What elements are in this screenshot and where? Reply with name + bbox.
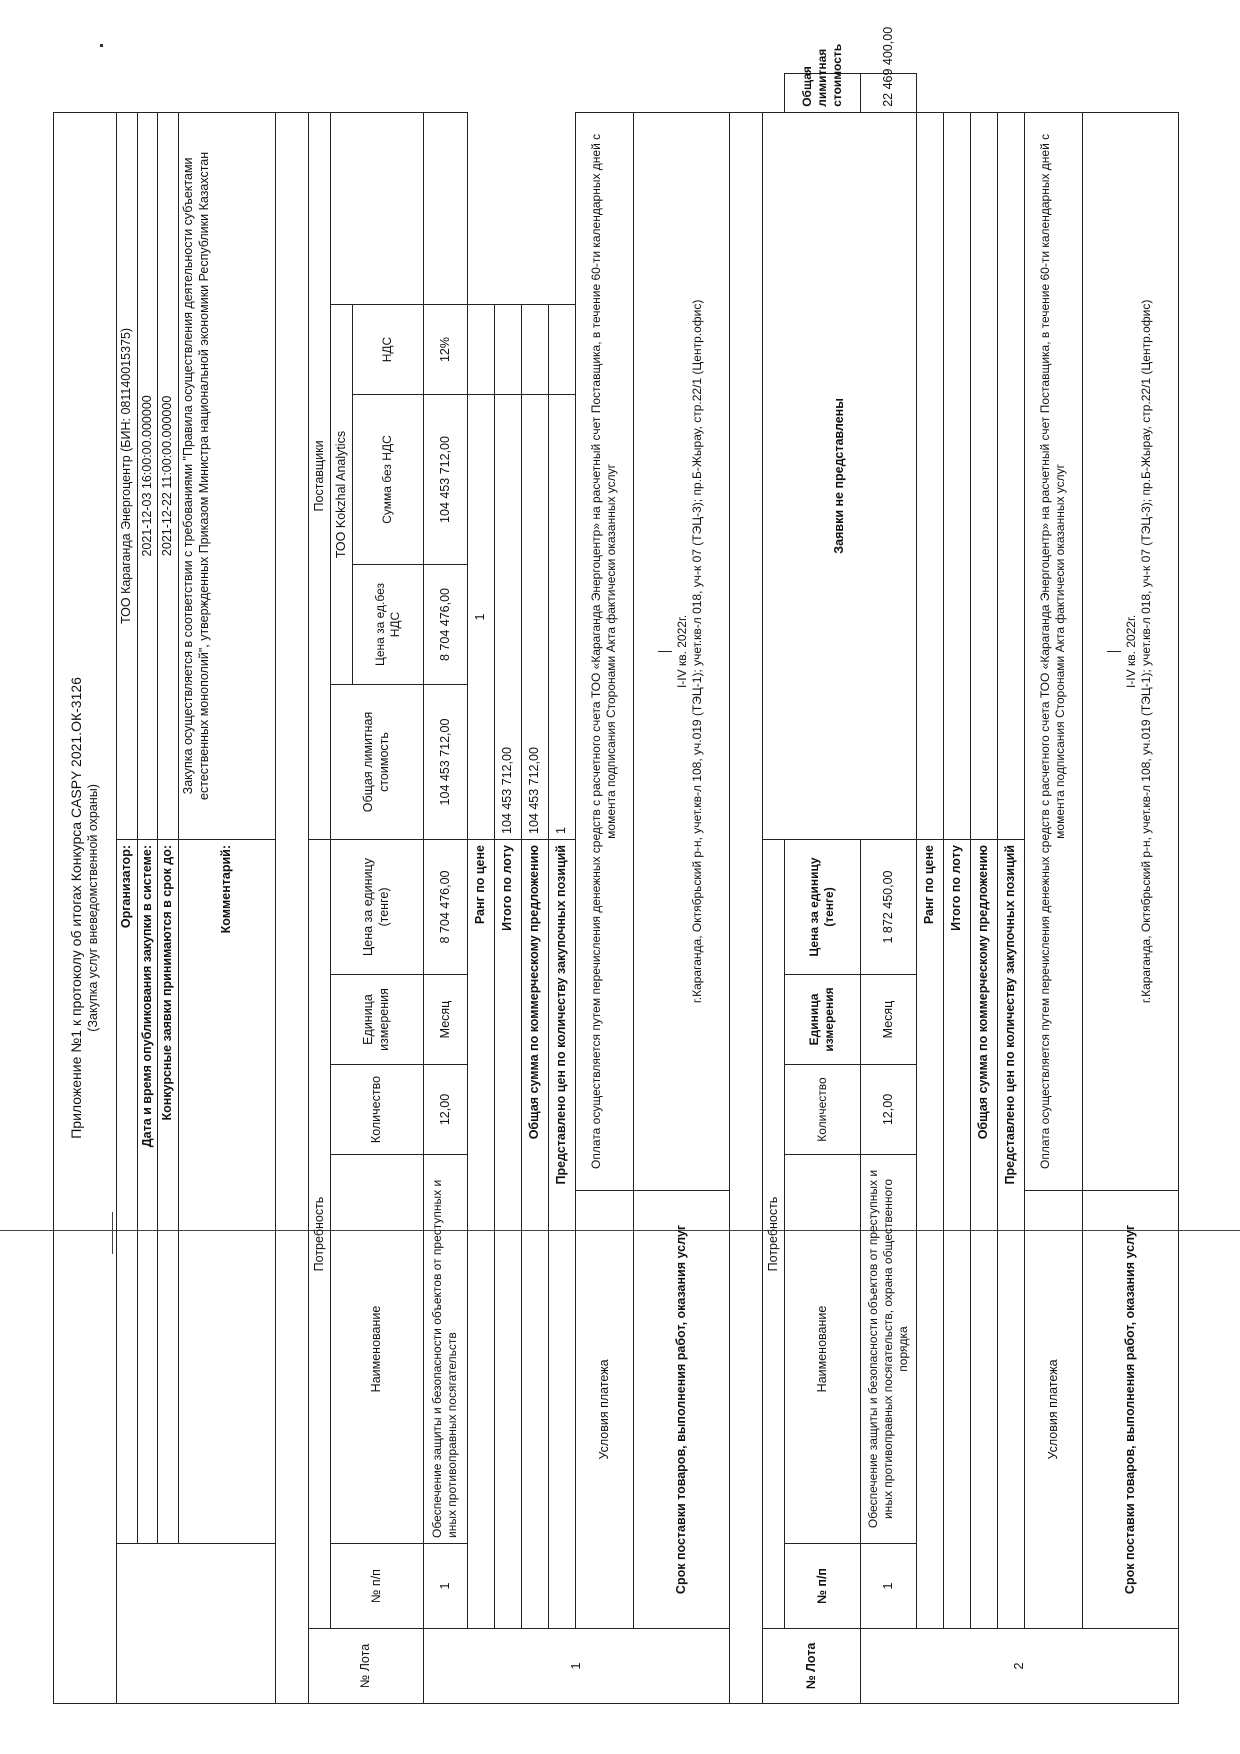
lot1-delivery-row — [633, 74, 729, 1704]
payment-label: Условия платежа — [575, 1191, 633, 1629]
spacer-2 — [729, 112, 762, 1703]
lot2-delivery-mark — [1107, 651, 1121, 652]
lot2-name-header: Наименование — [784, 1155, 860, 1544]
lot2-need-header: Потребность — [762, 840, 784, 1629]
lot2-item-number-header: № п/п — [784, 1544, 860, 1629]
lot-total-blank — [494, 305, 521, 395]
rank-value: 1 — [467, 395, 494, 840]
spacer — [275, 112, 308, 1703]
lot2-commercial-row — [970, 74, 997, 1704]
delivery-period: I-IV кв. 2022г. — [674, 614, 689, 689]
item-number: 1 — [423, 1544, 467, 1629]
lot2-delivery-address: г.Караганда, Октябрьский р-н, учет.кв-л 108, уч.019 (ТЭЦ-1); учет.кв-л 018, уч-к 07 (ТЭЦ-3); пр.Б-Жырау, стр.22/1 (Центр.офис) — [1138, 299, 1153, 1004]
lot1-positions-row — [548, 74, 575, 1704]
lot1-commercial-row — [521, 74, 548, 1704]
unit-header: Единица измерения — [330, 975, 423, 1065]
lot2-header-row-1 — [762, 74, 784, 1704]
lot-number: 1 — [423, 1629, 729, 1704]
organizer-row — [117, 74, 138, 1704]
lot2-positions-row — [997, 74, 1024, 1704]
lot2-rank-blank — [916, 112, 943, 839]
delivery-address: г.Караганда, Октябрьский р-н, учет.кв-л 108, уч.019 (ТЭЦ-1); учет.кв-л 018, уч-к 07 (ТЭЦ-3); пр.Б-Жырау, стр.22/1 (Центр.офис) — [689, 299, 704, 1004]
lot2-item-price-unit: 1 872 450,00 — [860, 840, 916, 975]
lot1-rank-row — [467, 74, 494, 1704]
scan-speck — [100, 44, 103, 47]
lot2-total-limit-header: Общая лимитная стоимость — [784, 74, 860, 113]
comment-label: Комментарий: — [178, 840, 275, 1544]
item-total-limit: 104 453 712,00 — [423, 685, 467, 840]
lot2-rank-row — [916, 74, 943, 1704]
lot2-item-unit: Месяц — [860, 975, 916, 1065]
rank-label: Ранг по цене — [467, 840, 494, 1629]
organizer-label: Организатор: — [117, 840, 138, 1544]
published-row — [137, 74, 158, 1704]
organizer-value: ТОО Караганда Энергоцентр (БИН: 081140015375) — [117, 112, 138, 839]
lot2-unit-header: Единица измерения — [784, 975, 860, 1065]
lot2-delivery-row — [1082, 74, 1178, 1704]
protocol-table — [53, 26, 1179, 1704]
delivery-label: Срок поставки товаров, выполнения работ, оказания услуг — [633, 1191, 729, 1629]
lot1-header-row-1 — [308, 74, 330, 1704]
deadline-label: Конкурсные заявки принимаются в срок до: — [158, 840, 179, 1544]
commercial-total-label: Общая сумма по коммерческому предложению — [521, 840, 548, 1629]
commercial-blank — [521, 305, 548, 395]
published-label: Дата и время опубликования закупки в системе: — [137, 840, 158, 1544]
comment-value: Закупка осуществляется в соответствии с требованиями "Правила осуществления деятельности субъектами естественных монополий", утвержденных Приказом Министра национальной экономики Республики Казахстан — [178, 112, 275, 839]
lot2-rank-label: Ранг по цене — [916, 840, 943, 1629]
lot2-delivery-label: Срок поставки товаров, выполнения работ, оказания услуг — [1082, 1191, 1178, 1629]
title-cell — [54, 112, 117, 1703]
lot2-item-number: 1 — [860, 1544, 916, 1629]
lot2-total-row — [943, 74, 970, 1704]
lot1-total-row — [494, 74, 521, 1704]
lot1-header-row-2 — [330, 74, 352, 1704]
lot2-item-total-limit: 22 469 400,00 — [860, 74, 916, 113]
supplier-name: ТОО Kokzhal Analytics — [330, 305, 352, 685]
suppliers-header: Поставщики — [308, 112, 330, 839]
deadline-row — [158, 74, 179, 1704]
rotated-document — [53, 26, 1153, 1704]
lot2-commercial-blank — [970, 112, 997, 839]
lot2-positions-blank — [997, 112, 1024, 839]
document-title: Приложение №1 к протоколу об итогах Конкурса CASPY 2021.ОК-3126 — [68, 677, 85, 1139]
quantity-header: Количество — [330, 1065, 423, 1155]
offer-sum: 104 453 712,00 — [423, 395, 467, 565]
price-unit-header: Цена за единицу (тенге) — [330, 840, 423, 975]
delivery-mark — [658, 651, 672, 652]
lot2-item-quantity: 12,00 — [860, 1065, 916, 1155]
deadline-value: 2021-12-22 11:00:00.000000 — [158, 112, 179, 839]
spacer-row-2 — [729, 74, 762, 1704]
lot2-payment-label: Условия платежа — [1024, 1191, 1082, 1629]
item-quantity: 12,00 — [423, 1065, 467, 1155]
lot2-payment-value: Оплата осуществляется путем перечисления денежных средств с расчетного счета ТОО «Караганда Энергоцентр» на расчетный счет Поставщика, в течение 60-ти календарных дней с момента подписания Сторонами Акта фактически оказанных услуг — [1024, 112, 1082, 1190]
info-blank — [117, 1544, 276, 1704]
lot2-price-unit-header: Цена за единицу (тенге) — [784, 840, 860, 975]
lot2-item-name: Обеспечение защиты и безопасности объектов от преступных и иных противоправных посягательств, охрана общественного порядка — [860, 1155, 916, 1544]
no-bids: Заявки не представлены — [762, 112, 916, 839]
item-name: Обеспечение защиты и безопасности объектов от преступных и иных противоправных посягательств — [423, 1155, 467, 1544]
lot2-number-header: № Лота — [762, 1629, 860, 1704]
offer-vat: 12% — [423, 305, 467, 395]
positions-value: 1 — [548, 395, 575, 840]
offer-sum-header: Сумма без НДС — [352, 395, 423, 565]
spacer-row — [275, 74, 308, 1704]
comment-row — [178, 74, 275, 1704]
lot2-positions-label: Представлено цен по количеству закупочных позиций — [997, 840, 1024, 1629]
vat-header: НДС — [352, 305, 423, 395]
need-header: Потребность — [308, 840, 330, 1629]
lot-total-value: 104 453 712,00 — [494, 395, 521, 840]
lot1-item-row — [423, 74, 467, 1704]
title-row — [54, 74, 117, 1704]
commercial-total-value: 104 453 712,00 — [521, 395, 548, 840]
lot2-quantity-header: Количество — [784, 1065, 860, 1155]
lot1-payment-row — [575, 74, 633, 1704]
lot2-payment-row — [1024, 74, 1082, 1704]
name-header: Наименование — [330, 1155, 423, 1544]
lot2-number: 2 — [860, 1629, 1178, 1704]
payment-value: Оплата осуществляется путем перечисления денежных средств с расчетного счета ТОО «Караганда Энергоцентр» на расчетный счет Поставщика, в течение 60-ти календарных дней с момента подписания Сторонами Акта фактически оказанных услуг — [575, 112, 633, 1190]
right-blank — [330, 112, 423, 304]
item-number-header: № п/п — [330, 1544, 423, 1629]
lot-number-header: № Лота — [308, 1629, 423, 1704]
offer-price: 8 704 476,00 — [423, 565, 467, 685]
document-subtitle: (Закупка услуг вневедомственной охраны) — [85, 784, 100, 1032]
item-blank — [423, 112, 467, 304]
delivery-value — [633, 112, 729, 1190]
lot2-total-blank — [943, 112, 970, 839]
offer-price-header: Цена за ед.без НДС — [352, 565, 423, 685]
positions-blank — [548, 305, 575, 395]
positions-label: Представлено цен по количеству закупочных позиций — [548, 840, 575, 1629]
lot2-delivery-period: I-IV кв. 2022г. — [1123, 614, 1138, 689]
total-limit-header: Общая лимитная стоимость — [330, 685, 423, 840]
lot2-total-label: Итого по лоту — [943, 840, 970, 1629]
item-price-unit: 8 704 476,00 — [423, 840, 467, 975]
published-value: 2021-12-03 16:00:00.000000 — [137, 112, 158, 839]
lot2-delivery-value — [1082, 112, 1178, 1190]
rank-blank — [467, 305, 494, 395]
item-unit: Месяц — [423, 975, 467, 1065]
lot2-commercial-label: Общая сумма по коммерческому предложению — [970, 840, 997, 1629]
lot-total-label: Итого по лоту — [494, 840, 521, 1629]
